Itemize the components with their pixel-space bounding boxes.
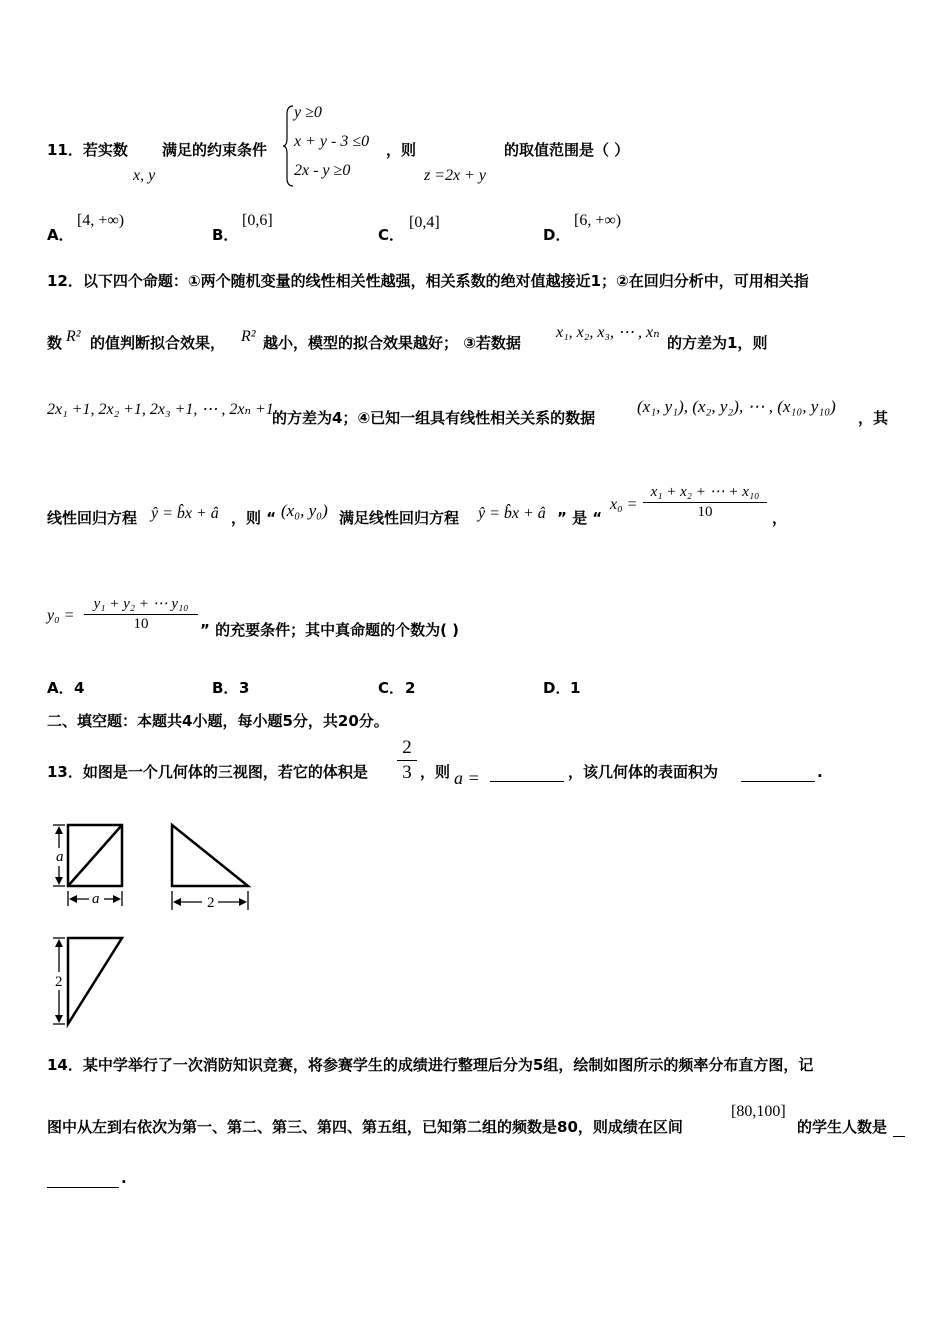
q13-volume-fraction [397,737,417,784]
q12-line4-d: ” 是 “ [557,509,603,527]
q12-comma: ， [772,509,788,527]
q14-answer-blank-start[interactable] [893,1117,905,1137]
q12-x0-numerator: x₁ + x₂ + ⋯ + x₁₀ [643,482,767,503]
q11-constraint-1: y ≥0 [294,104,322,121]
q12-y0-fraction [84,594,198,633]
q14-interval: [80,100] [731,1103,786,1120]
q12-pairs: (x₁, y₁), (x₂, y₂), ⋯ , (x₁₀, y₁₀) [637,397,836,416]
q12-option-b-label: B． [212,679,239,697]
q14-answer-blank[interactable] [47,1168,119,1188]
q11-option-b-value: [0,6] [242,212,273,229]
q12-r2-second: R² [241,328,256,345]
q13-three-view-figure [44,816,256,1030]
q11-option-b-label: B． [212,226,239,244]
q11-option-d-value: [6, +∞) [574,212,622,229]
q11-lead: 11．若实数 [47,141,128,159]
q14-line2-a: 图中从左到右依次为第一、第二、第三、第四、第五组，已知第二组的频数是80，则成绩在区间 [47,1118,683,1136]
q11-constraint-3: 2x - y ≥0 [294,162,351,179]
dimension-a-horizontal-label: a [92,891,100,907]
q12-line2-b: 的值判断拟合效果， [90,334,226,352]
section-heading-fill-in: 二、填空题：本题共4小题，每小题5分，共20分。 [47,712,389,730]
dimension-2-horizontal-label: 2 [207,895,215,911]
q12-line1: 12．以下四个命题：①两个随机变量的线性相关性越强，相关系数的绝对值越接近1；②在回归分析中，可用相关指 [47,272,809,290]
q11-then: ，则 [386,141,417,159]
q12-transformed-data: 2x₁ +1, 2x₂ +1, 2x₃ +1, ⋯ , 2xₙ +1 [47,401,274,418]
q12-line3-a: 的方差为4；④已知一组具有线性相关关系的数据 [272,409,596,427]
q12-line4-b: ，则 “ [231,509,277,527]
q11-expr: z =2x + y [424,167,487,184]
top-view-triangle [68,938,122,1024]
dimension-2-vertical-label: 2 [55,974,63,990]
side-view-triangle [172,825,248,886]
q11-vars: x, y [133,167,156,184]
q12-point: (x₀, y₀) [281,501,328,520]
q13-volume-numerator: 2 [397,737,417,761]
q12-option-c-label: C． [378,679,405,697]
q12-y0-denominator: 10 [133,616,149,632]
q12-r2-first: R² [66,328,81,345]
q12-option-a-value: 4 [74,679,85,697]
q12-y0-numerator: y₁ + y₂ + ⋯ y₁₀ [84,594,198,615]
q12-x0-denominator: 10 [697,504,713,520]
q12-line2-c: 越小，模型的拟合效果越好； ③若数据 [263,334,521,352]
q12-option-a-label: A． [47,679,74,697]
q12-x0-label: x₀ = [610,496,638,513]
q11-option-c-label: C． [378,226,405,244]
front-view-diagonal [68,825,122,886]
q13-end: . [817,763,823,781]
q11-mid: 满足的约束条件 [162,141,268,159]
q13-volume-denominator: 3 [402,762,412,783]
q12-option-d-value: 1 [570,679,581,697]
q12-line5: ” 的充要条件；其中真命题的个数为( ) [200,621,460,639]
q11-constraint-2: x + y - 3 ≤0 [294,133,370,150]
q12-line3-b: ，其 [858,409,889,427]
q13-lead: 13．如图是一个几何体的三视图，若它的体积是 [47,763,368,781]
q11-option-a-value: [4, +∞) [77,212,125,229]
q14-line2-b: 的学生人数是 [797,1118,888,1136]
q12-option-d-label: D． [543,679,571,697]
q12-x0-fraction [643,482,767,521]
q11-option-d-label: D． [543,226,571,244]
q13-answer-blank-2[interactable] [741,762,815,782]
q13-a-variable: a = [454,768,480,788]
q12-line2-a: 数 [47,334,63,352]
q14-line1: 14．某中学举行了一次消防知识竞赛，将参赛学生的成绩进行整理后分为5组，绘制如图所示的频率分布直方图，记 [47,1056,814,1074]
q12-regression-2: ŷ = b̂x + â [478,505,546,522]
q13-then: ，则 [420,763,451,781]
q12-regression-1: ŷ = b̂x + â [151,505,219,522]
q11-option-c-value: [0,4] [409,214,440,231]
q12-line4-c: 满足线性回归方程 [339,509,460,527]
q12-line4-a: 线性回归方程 [47,509,138,527]
q13-mid: ，该几何体的表面积为 [568,763,719,781]
q12-line2-d: 的方差为1，则 [667,334,768,352]
q12-y0-label: y₀ = [47,607,75,624]
q11-option-a-label: A． [47,226,74,244]
q13-answer-blank-1[interactable] [490,762,564,782]
q12-option-b-value: 3 [239,679,250,697]
q11-tail: 的取值范围是（ ） [504,141,630,159]
dimension-a-vertical-label: a [56,849,64,865]
q12-option-c-value: 2 [405,679,416,697]
q14-end: . [121,1169,127,1187]
q12-x-data: x₁, x₂, x₃, ⋯ , xₙ [556,324,660,341]
